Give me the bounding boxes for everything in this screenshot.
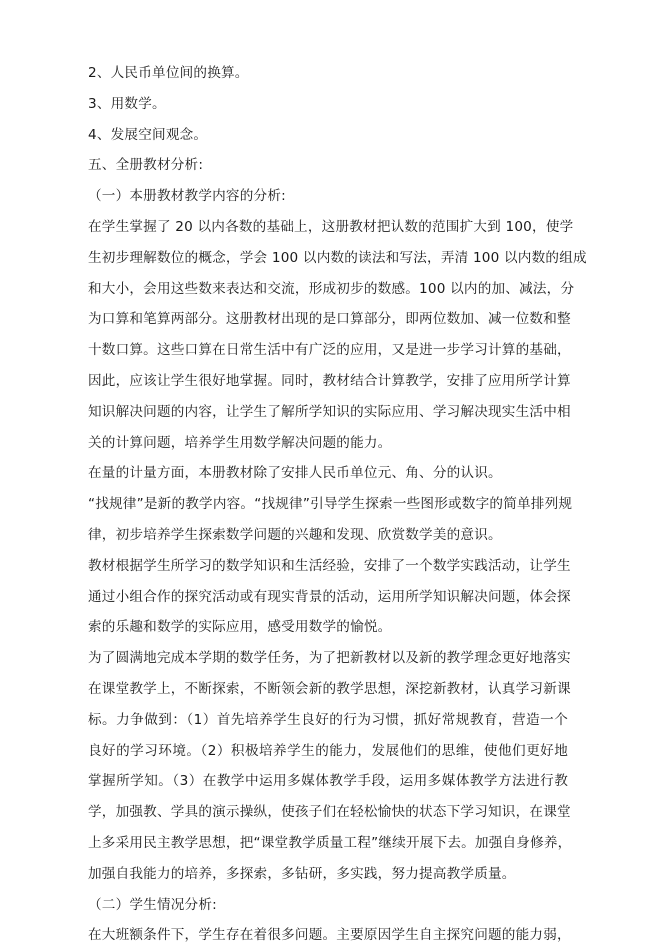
paragraph-line: 在量的计量方面，本册教材除了安排人民币单位元、角、分的认识。 xyxy=(88,465,502,482)
list-item-text: 4、发展空间观念。 xyxy=(88,126,208,143)
paragraph-practice-activity xyxy=(88,551,571,643)
paragraph-line: 和大小，会用这些数来表达和交流，形成初步的数感。100 以内的加、减法，分 xyxy=(88,280,575,297)
paragraph-line: 知识解决问题的内容，让学生了解所学知识的实际应用、学习解决现实生活中相 xyxy=(88,403,571,420)
subsection-heading-1 xyxy=(88,181,568,212)
paragraph-line: 关的计算问题，培养学生用数学解决问题的能力。 xyxy=(88,434,392,451)
paragraph-line: 十数口算。这些口算在日常生活中有广泛的应用，又是进一步学习计算的基础， xyxy=(88,342,571,359)
subsection-heading-text: （一）本册教材教学内容的分析: xyxy=(88,188,286,205)
paragraph-line: 生初步理解数位的概念，学会 100 以内数的读法和写法，弄清 100 以内数的组成 xyxy=(88,249,587,266)
paragraph-content-analysis xyxy=(88,212,587,458)
document-body xyxy=(88,58,587,951)
paragraph-line: 上多采用民主教学思想，把“课堂教学质量工程”继续开展下去。加强自身修养， xyxy=(88,834,572,851)
section-heading xyxy=(88,150,568,181)
paragraph-line: 教材根据学生所学习的数学知识和生活经验，安排了一个数学实践活动，让学生 xyxy=(88,557,571,574)
paragraph-line: 在课堂教学上，不断探索，不断领会新的教学思想，深挖新教材，认真学习新课 xyxy=(88,680,571,697)
list-item-3 xyxy=(88,89,568,120)
paragraph-line: 为口算和笔算两部分。这册教材出现的是口算部分，即两位数加、减一位数和整 xyxy=(88,311,571,328)
list-item-2 xyxy=(88,58,568,89)
paragraph-line: 在大班额条件下，学生存在着很多问题。主要原因学生自主探究问题的能力弱， xyxy=(88,927,571,944)
paragraph-line: 掌握所学知。（3）在教学中运用多媒体教学手段，运用多媒体教学方法进行教 xyxy=(88,773,568,790)
subsection-heading-2 xyxy=(88,890,568,921)
list-item-4 xyxy=(88,120,568,151)
paragraph-measurement xyxy=(88,458,568,489)
section-heading-text: 五、全册教材分析: xyxy=(88,157,204,174)
paragraph-find-patterns xyxy=(88,489,573,551)
paragraph-line: 通过小组合作的探究活动或有现实背景的活动，运用所学知识解决问题，体会探 xyxy=(88,588,571,605)
paragraph-line: 律，初步培养学生探索数学问题的兴趣和发现、欣赏数学美的意识。 xyxy=(88,526,502,543)
paragraph-teaching-goals xyxy=(88,643,572,889)
subsection-heading-text: （二）学生情况分析: xyxy=(88,896,217,913)
paragraph-line: 因此，应该让学生很好地掌握。同时，教材结合计算教学，安排了应用所学计算 xyxy=(88,372,571,389)
list-item-text: 3、用数学。 xyxy=(88,95,166,112)
paragraph-line: 加强自我能力的培养，多探索，多钻研，多实践，努力提高教学质量。 xyxy=(88,865,516,882)
paragraph-student-analysis xyxy=(88,920,571,951)
paragraph-line: 学，加强教、学具的演示操纵，使孩子们在轻松愉快的状态下学习知识，在课堂 xyxy=(88,804,571,821)
paragraph-line: 索的乐趣和数学的实际应用，感受用数学的愉悦。 xyxy=(88,619,392,636)
paragraph-line: “找规律”是新的教学内容。“找规律”引导学生探索一些图形或数字的简单排列规 xyxy=(88,496,573,513)
list-item-text: 2、人民币单位间的换算。 xyxy=(88,65,249,81)
paragraph-line: 为了圆满地完成本学期的数学任务，为了把新教材以及新的教学理念更好地落实 xyxy=(88,650,571,667)
paragraph-line: 标。力争做到：（1）首先培养学生良好的行为习惯，抓好常规教育，营造一个 xyxy=(88,711,568,728)
paragraph-line: 在学生掌握了 20 以内各数的基础上，这册教材把认数的范围扩大到 100，使学 xyxy=(88,218,574,235)
paragraph-line: 良好的学习环境。（2）积极培养学生的能力，发展他们的思维，使他们更好地 xyxy=(88,742,568,759)
